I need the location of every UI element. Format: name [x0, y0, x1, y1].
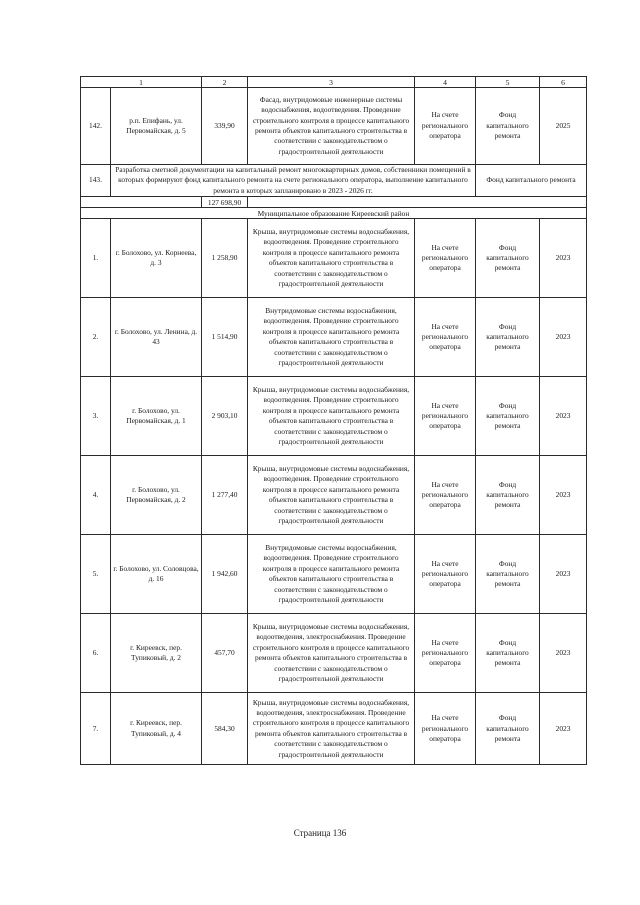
table-header-row: [81, 77, 587, 88]
row-address: г. Киреевск, пер. Тупиковый, д. 4: [111, 693, 202, 765]
row-account: На счете регионального оператора: [415, 88, 476, 165]
column-header: 4: [415, 77, 476, 88]
row-works: Крыша, внутридомовые системы водоснабжения, водоотведения, электроснабжения. Проведение строительного контроля в процессе капитального ремонта объектов капитального строительства в соответствии с законодательством о градостроительной деятельности: [248, 693, 415, 765]
row-account: На счете регионального оператора: [415, 614, 476, 693]
row-number: 143.: [81, 165, 111, 197]
row-area: 1 258,90: [202, 219, 248, 298]
row-source: Фонд капитального ремонта: [476, 88, 540, 165]
page-number: Страница 136: [293, 828, 347, 838]
row-year: 2023: [540, 219, 587, 298]
row-number: 6.: [81, 614, 111, 693]
table-row: [81, 693, 587, 765]
capital-repair-table: [80, 76, 587, 765]
row-number: 4.: [81, 456, 111, 535]
row-works: Внутридомовые системы водоснабжения, водоотведения. Проведение строительного контроля в процессе капитального ремонта объектов капитального строительства в соответствии с законодательством о градостроительной деятельности: [248, 535, 415, 614]
municipality-row: [81, 208, 587, 219]
row-works: Крыша, внутридомовые системы водоснабжения, водоотведения, электроснабжения. Проведение строительного контроля в процессе капитального ремонта объектов капитального строительства в соответствии с законодательством о градостроительной деятельности: [248, 614, 415, 693]
table-row: [81, 88, 587, 165]
row-works: Фасад, внутридомовые инженерные системы водоснабжения, водоотведения. Проведение строительного контроля в процессе капитального ремонта объектов капитального строительства в соответствии с законодательством о градостроительной деятельности: [248, 88, 415, 165]
column-header: 6: [540, 77, 587, 88]
row-works: Внутридомовые системы водоснабжения, водоотведения. Проведение строительного контроля в процессе капитального ремонта объектов капитального строительства в соответствии с законодательством о градостроительной деятельности: [248, 298, 415, 377]
row-year: 2023: [540, 298, 587, 377]
row-area: 1 514,90: [202, 298, 248, 377]
row-account: На счете регионального оператора: [415, 535, 476, 614]
row-year: 2023: [540, 456, 587, 535]
row-year: 2025: [540, 88, 587, 165]
column-header: 5: [476, 77, 540, 88]
row-year: 2023: [540, 614, 587, 693]
row-area: 2 903,10: [202, 377, 248, 456]
table-row-143: [81, 165, 587, 197]
row-address: р.п. Епифань, ул. Первомайская, д. 5: [111, 88, 202, 165]
row-account: На счете регионального оператора: [415, 456, 476, 535]
column-header: 1: [81, 77, 202, 88]
row-number: 7.: [81, 693, 111, 765]
row-area: 1 942,60: [202, 535, 248, 614]
row-143-description: Разработка сметной документации на капитальный ремонт многоквартирных домов, собственники помещений в которых формируют фонд капитального ремонта на счете регионального оператора, выполнение капитального ремонта в которых запланировано в 2023 - 2026 гг.: [111, 165, 476, 197]
column-header: 3: [248, 77, 415, 88]
table-row: [81, 219, 587, 298]
row-account: На счете регионального оператора: [415, 377, 476, 456]
row-source: Фонд капитального ремонта: [476, 456, 540, 535]
row-account: На счете регионального оператора: [415, 693, 476, 765]
table-row: [81, 377, 587, 456]
row-number: 2.: [81, 298, 111, 377]
row-area: 584,30: [202, 693, 248, 765]
table-row: [81, 614, 587, 693]
row-address: г. Болохово, ул. Первомайская, д. 1: [111, 377, 202, 456]
row-works: Крыша, внутридомовые системы водоснабжения, водоотведения. Проведение строительного контроля в процессе капитального ремонта объектов капитального строительства в соответствии с законодательством о градостроительной деятельности: [248, 377, 415, 456]
row-number: 1.: [81, 219, 111, 298]
row-source: Фонд капитального ремонта: [476, 165, 587, 197]
column-header: 2: [202, 77, 248, 88]
row-account: На счете регионального оператора: [415, 219, 476, 298]
row-source: Фонд капитального ремонта: [476, 377, 540, 456]
row-source: Фонд капитального ремонта: [476, 693, 540, 765]
total-area: 127 698,90: [202, 197, 248, 208]
row-source: Фонд капитального ремонта: [476, 535, 540, 614]
row-number: 5.: [81, 535, 111, 614]
row-area: 1 277,40: [202, 456, 248, 535]
row-address: г. Болохово, ул. Корнеева, д. 3: [111, 219, 202, 298]
row-address: г. Болохово, ул. Первомайская, д. 2: [111, 456, 202, 535]
row-address: г. Болохово, ул. Соловцова, д. 16: [111, 535, 202, 614]
row-works: Крыша, внутридомовые системы водоснабжения, водоотведения. Проведение строительного контроля в процессе капитального ремонта объектов капитального строительства в соответствии с законодательством о градостроительной деятельности: [248, 456, 415, 535]
municipality-title: Муниципальное образование Киреевский район: [81, 208, 587, 219]
row-address: г. Киреевск, пер. Тупиковый, д. 2: [111, 614, 202, 693]
row-address: г. Болохово, ул. Ленина, д. 43: [111, 298, 202, 377]
row-account: На счете регионального оператора: [415, 298, 476, 377]
row-number: 3.: [81, 377, 111, 456]
row-number: 142.: [81, 88, 111, 165]
table-row: [81, 298, 587, 377]
row-source: Фонд капитального ремонта: [476, 614, 540, 693]
total-row: [81, 197, 587, 208]
row-year: 2023: [540, 377, 587, 456]
table-row: [81, 535, 587, 614]
row-works: Крыша, внутридомовые системы водоснабжения, водоотведения. Проведение строительного контроля в процессе капитального ремонта объектов капитального строительства в соответствии с законодательством о градостроительной деятельности: [248, 219, 415, 298]
row-year: 2023: [540, 535, 587, 614]
row-source: Фонд капитального ремонта: [476, 298, 540, 377]
row-area: 339,90: [202, 88, 248, 165]
table-row: [81, 456, 587, 535]
row-year: 2023: [540, 693, 587, 765]
row-source: Фонд капитального ремонта: [476, 219, 540, 298]
row-area: 457,70: [202, 614, 248, 693]
